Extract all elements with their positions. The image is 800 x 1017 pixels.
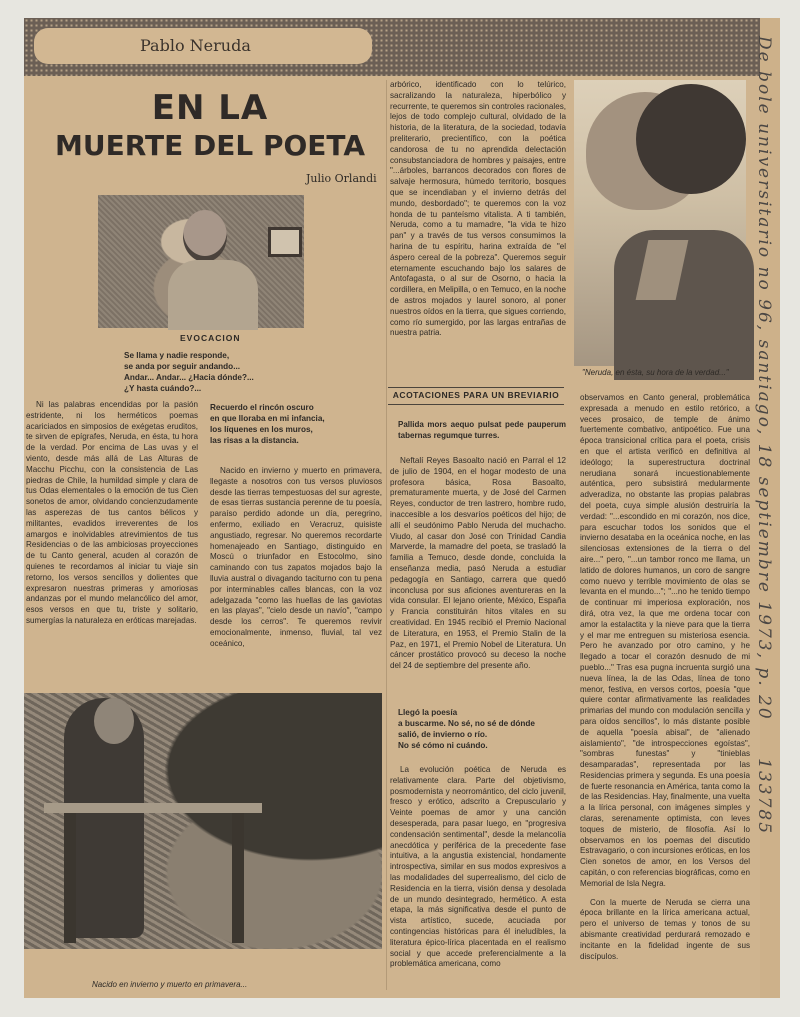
poem-line: Recuerdo el rincón oscuro [210,403,314,412]
poem-line: las risas a la distancia. [210,436,299,445]
evocacion-poem [124,350,324,394]
article-column-3-bio [390,456,566,671]
byline: Julio Orlandi [306,172,377,185]
garden-photo-caption: Nacido en invierno y muerto en primavera... [92,980,248,989]
photo-wall-frame [268,227,302,257]
article-paragraph: Nacido en invierno y muerto en primavera, llegaste a nosotros con tus versos pluviosos desde las tierras tempestuosas del sur agreste, de esas tierras sustancia perenne de tu poesía, paraíso perdido adonde un día, peregrino, enfermo, exiliado en Veracruz, quisiste angustiado, regresar. No queremos recordarte homenajeado en Santiago, distinguido en Moscú o triunfador en Estocolmo, sino caminando con tus zapatos mojados bajo la lluvia austral o divagando taciturno con tu pena por interminables calles blancas, con la voz adelgazada "como las huellas de las gaviotas en las playas", "cielo desde un navío", "campo desde los cerros". Te queremos revivir emocionalmente, inmenso, fluvial, tal vez oceánico, [210,466,382,648]
headline [40,88,380,164]
poem-line: No sé cómo ni cuándo. [398,741,488,750]
poem-line: se anda por seguir andando... [124,362,241,371]
poem-line: Se llama y nadie responde, [124,351,230,360]
article-paragraph: La evolución poética de Neruda es relativamente clara. Parte del objetivismo, posmodernista y neorromántico, del ciclo juvenil, fresco y erótico, adscrito a Crepusculario y Veinte poemas de amor y una canción desesperada, para pasar luego, en "progresiva condensación sentimental", desde la melancolía anecdótica y periférica de la precedente fase intuitiva, a la angustia existencial, hondamente introspectiva, similar en sus modos expresivos a las modalidades del superrealismo, del ciclo de Residencia en la tierra, visión densa y desolada de un mundo desintegrado, hermético. A esta etapa, la más significativa desde el punto de vista artístico, sucede, acuciada por contingencias históricas para él ineludibles, la literatura épico-lírica placentada en el realismo social y que accede preferencialmente a la problemática americana, como [390,765,566,969]
portrait-photo [574,80,746,366]
garden-photo [24,693,382,949]
photo-figure-head [94,698,134,744]
article-column-4 [580,393,750,993]
portrait-caption: "Neruda, en ésta, su hora de la verdad..." [582,368,729,377]
article-paragraph: observamos en Canto general, problemática expresada a menudo en estilo retórico, a veces prosaico, de temple de ánimo fuertemente combativo, antipoético. Fue una época transicional crítica para el poeta, crisis en que el artista verificó en definitiva al ideólogo; la superestructura doctrinal nerudiana sonará incuestionablemente auténtica, pero subsistirá medularmente adveradiza, no obstante las propias palabras del poeta, cuya simple alusión destruiría la verdad: "...escondido en mi corazón, nos dice, para escuchar todos los sonidos que el invierno desataba en la oceánica noche, en las silenciosas extensiones de la tierra o del aire..." pero, "...un tambor ronco me llama, un latido de dolores humanos, un coro de sangre como nuevo y terrible movimiento de olas se levanta en el mundo..."; "...no he tenido tiempo de continuar mi imperiosa exploración, nos dirá, otra vez, la que me ordena tocar con amor la estalactita y la nieve para que la tierra y el mar me entreguen su misteriosa esencia. Pero he avanzado por otro camino, y he llegado a tocar el corazón desnudo de mi pueblo..." Tras esa pugna incruenta surgió una nueva línea, la de las Odas, línea de tono menor, festiva, en versos cortos, poesía "que quiere contar afirmativamente las realidades primarias del mundo con modulación sencilla y para oídos sencillos", lo más distante posible de aquella "poesía abisal", de "alienado aislamiento", "de introspecciones egoístas", "sombras funestas" y "tinieblas desamparadas", representada por las Residencias primera y segunda. Es una poesía de fuerte resonancia en América, tanta como la de las Residencias. Hay, finalmente, una vuelta a la lírica personal, con imágenes simples y claras, serenamente optimista, con leves toques de misterio, de filosofía. Así lo observamos en los poemas del discutido Estravagario, o con incursiones eróticas, en los Cien sonetos de amor, en los Versos del capitán, o con referencias biográficas, como en Memorial de Isla Negra. [580,393,750,888]
poem-line: salió, de invierno o río. [398,730,488,739]
recuerdo-poem [210,402,380,446]
article-column-3-bottom [390,765,566,995]
headline-line-2: MUERTE DEL POETA [54,129,365,162]
article-paragraph: Ni las palabras encendidas por la pasión estridente, ni los herméticos poemas acariciados en simposios de exégetas eruditos, te sirven de epígrafes, Neruda, en ésta, tu hora de la verdad. Por encima de Las uvas y el viento, desde más allá de Las Alturas de Macchu Picchu, con la consistencia de Las piedras de Chile, la humildad simple y clara de tus Odas elementales o la emoción de tus Cien sonetos de amor, olvidando concienzudamente las asperezas de tus cantos bélicos y militantes, evadidos irreverentes de los amargos e inolvidables atrevimientos de tus Residencias o de las ambiciosas proyecciones de tu Canto general, acuden al corazón de quienes te recordamos al iniciar tu viaje sin retorno, los versos sencillos y dolientes que expresaron nuestras primeras y amoriosas andanzas por el mundo melancólico del amor, esos versos en que tu, triste y solitario, sumergías la naturaleza en eróticas marejadas. [26,400,198,625]
poem-line: Llegó la poesía [398,708,458,717]
poem-line: los líquenes en los muros, [210,425,313,434]
poem-line: Andar... Andar... ¿Hacia dónde?... [124,373,254,382]
evocacion-photo [98,195,304,328]
headline-line-1: EN LA [151,88,269,128]
photo-table-leg [64,813,76,943]
latin-epigraph: Pallida mors aequo pulsat pede pauperum tabernas regumque turres. [398,420,566,440]
photo-table [44,803,262,813]
column-divider [386,80,387,990]
poem-line: ¿Y hasta cuándo?... [124,384,202,393]
photo-table-leg [232,813,244,943]
llego-poem [398,707,568,751]
article-column-3-top [390,80,566,380]
photo-figure-body [168,260,258,330]
photo-figure-hair [636,84,746,194]
handwritten-source: De bole universitario no 96, santiago, 18 septiembre 1973, p. 20 [754,36,774,721]
evocacion-title: EVOCACION [180,333,241,343]
photo-figure-head [183,210,227,262]
article-paragraph: Con la muerte de Neruda se cierra una época brillante en la lírica americana actual, pero el universo de temas y tonos de su abismante creatividad perdurará remozado e incitante en la fidelidad ingente de sus discípulos. [580,897,750,961]
article-column-2 [210,466,382,686]
handwritten-archive-note [740,36,774,976]
article-paragraph: Neftalí Reyes Basoalto nació en Parral el 12 de julio de 1904, en el hogar modesto de una profesora básica, Rosa Basoalto, prematuramente muerta, y de José del Carmen Reyes, conductor de tren lastrero, hombre rudo, inaccesible a los desvaríos poéticos del hijo; de allí el seudónimo Pablo Neruda del muchacho. Viudo, al casar don José con Trinidad Candia Marverde, la mamadre del poeta, se trasladó la familia a Temuco, desde donde, concluida la enseñanza media, pasó Neruda a estudiar pedagogía en Santiago, carrera que quedó inconclusa por sus aficiones aventureras en la vida consular. El lejano oriente, México, España y Francia constituirán hitos vitales en su creatividad. En 1945 recibió el Premio Nacional de Literatura, en 1953, el Premio Stalin de la Paz, en 1971, el Premio Nobel de Literatura. Un cáncer prostático provocó su deceso la noche del 24 de septiembre del presente año. [390,456,566,671]
poem-line: en que lloraba en mi infancia, [210,414,325,423]
section-banner-text: Pablo Neruda [140,36,251,55]
article-paragraph: arbórico, identificado con lo telúrico, sacralizando la naturaleza, hiperbólico y recurrente, te queremos sin controles racionales, lejos de todo complejo cultural, olvidado de la historia, de la literatura, de la sociedad, todavía preliterario, precientífico, con la poética candorosa de tu no aprendida delectación consubstanciadora de hombres y paisajes, entre "...árboles, barrancos decorados con flores de salvaje hermosura, húmedo territorio, bosques que se incendiaban y el invierno detrás del mundo, desbordado"; te queremos con la voz honda de tu panteísmo vitalista. A ti también, Neruda, como a tu mamadre, "la vida te hizo pan" y a través de tus versos consumimos la harina de tu espíritu, harina extraída de "el áspero cereal de la pobreza". Queremos seguir eternamente escuchando bajo los salares de Antofagasta, o al sur de Osorno, o hacia la cordillera, en Melipilla, o en Temuco, en la noche de astros mojados y laurel sonoro, al poner nuestros oídos en la tierra, que sigues corriendo, como río sumergido, por las largas entrañas de nuestra patria. [390,80,566,338]
handwritten-archive-number: 133785 [754,758,774,836]
article-column-1 [26,400,198,688]
subheading: ACOTACIONES PARA UN BREVIARIO [388,387,564,405]
poem-line: a buscarme. No sé, no sé de dónde [398,719,535,728]
